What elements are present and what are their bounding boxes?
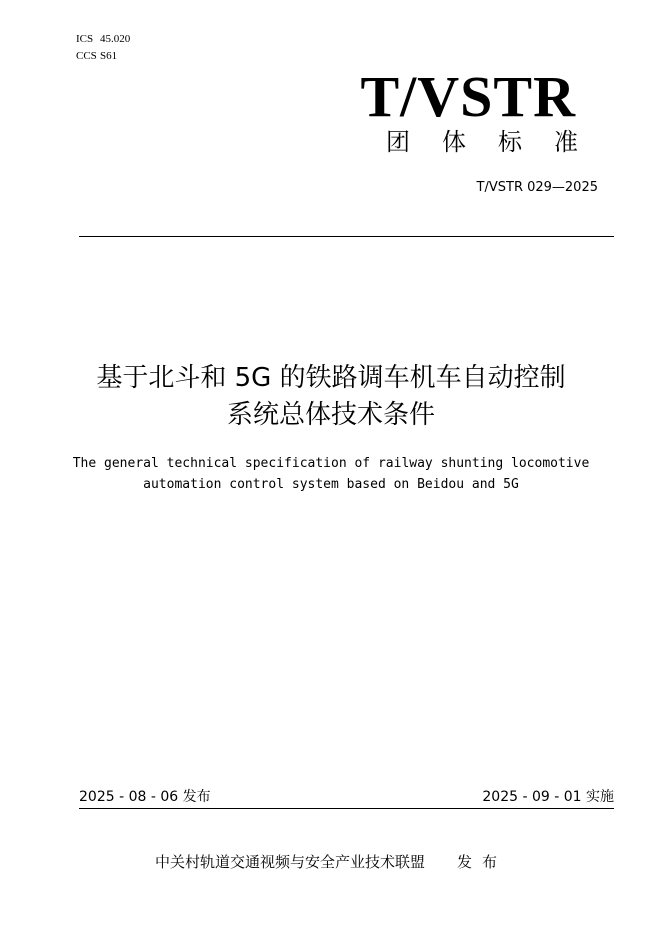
standard-number: T/VSTR 029—2025: [476, 180, 598, 195]
standard-type: 团体标准: [386, 128, 610, 156]
header-divider: [79, 236, 614, 237]
ics-value: 45.020: [100, 33, 131, 45]
title-chinese-line-2: 系统总体技术条件: [226, 400, 435, 430]
footer-divider: [79, 808, 614, 809]
implement-date: 2025 - 09 - 01 实施: [482, 789, 614, 805]
standard-brand: T/VSTR: [360, 64, 576, 129]
publish-date: 2025 - 08 - 06 发布: [79, 789, 211, 805]
ccs-label: CCS: [76, 50, 97, 62]
ccs-value: S61: [100, 50, 118, 62]
ics-code: [76, 32, 130, 46]
title-chinese-line-1: 基于北斗和 5G 的铁路调车机车自动控制: [96, 363, 566, 393]
publisher: [0, 852, 662, 872]
title-english-line-2: automation control system based on Beidou and 5G: [143, 477, 519, 492]
title-english-line-1: The general technical specification of railway shunting locomotive: [72, 456, 590, 471]
publisher-name: 中关村轨道交通视频与安全产业技术联盟: [154, 853, 425, 871]
publisher-action: 发布: [457, 853, 508, 871]
ics-label: ICS: [76, 33, 94, 45]
ccs-code: [76, 49, 117, 63]
